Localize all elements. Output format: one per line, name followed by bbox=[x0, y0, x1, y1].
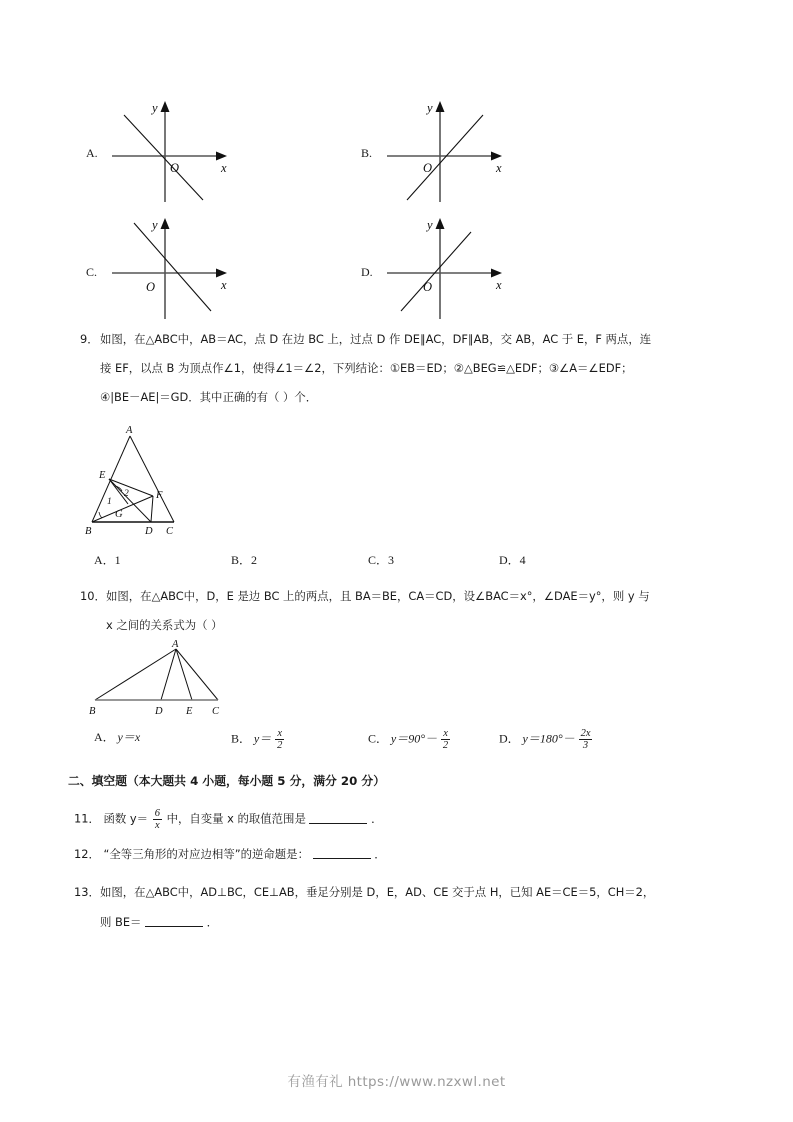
graph-b-y-label: y bbox=[427, 101, 433, 115]
q10-line-2: x 之间的关系式为（ ） bbox=[106, 618, 223, 632]
q9-label-D: D bbox=[145, 526, 153, 537]
q13-text-tail: ． bbox=[206, 915, 219, 929]
graph-option-label-c: C. bbox=[86, 265, 98, 279]
q10-choice-b-fraction bbox=[275, 728, 284, 752]
q10-label-A: A bbox=[172, 639, 179, 650]
q10-choice-c[interactable] bbox=[368, 728, 451, 752]
q9-label-F: F bbox=[156, 490, 163, 501]
graph-option-a bbox=[108, 98, 233, 206]
q10-choice-a[interactable] bbox=[94, 728, 140, 747]
q10-choice-d[interactable] bbox=[499, 728, 593, 752]
q11 bbox=[74, 808, 383, 832]
q10-choice-c-expr: y＝90°－ bbox=[390, 731, 438, 746]
q9-label-angle2: 2 bbox=[124, 489, 129, 499]
q10-choice-a-letter: A． bbox=[94, 730, 115, 744]
q11-answer-blank[interactable] bbox=[309, 812, 367, 824]
q13-text-pre: 则 BE＝ bbox=[100, 915, 142, 929]
q10-choice-c-denominator: 2 bbox=[442, 740, 449, 752]
graph-c-x-label: x bbox=[221, 278, 227, 292]
q11-text-pre: 函数 y＝ bbox=[103, 811, 149, 826]
q11-denominator: x bbox=[153, 819, 162, 831]
q10-choice-b[interactable] bbox=[231, 728, 285, 752]
q9-label-A: A bbox=[126, 425, 133, 436]
q11-numerator: 6 bbox=[154, 808, 160, 819]
q11-text-tail: ． bbox=[371, 811, 383, 826]
q10-choice-c-letter: C． bbox=[368, 731, 389, 746]
q9-line-1: 如图，在△ABC中，AB＝AC，点 D 在边 BC 上，过点 D 作 DE∥AC，DF∥AB，交 AB，AC 于 E，F 两点，连 bbox=[100, 332, 652, 346]
q9-label-G: G bbox=[115, 509, 123, 520]
q9-label-B: B bbox=[85, 526, 92, 537]
q11-fraction bbox=[153, 808, 162, 832]
q10-choice-c-fraction bbox=[441, 728, 450, 752]
q12-text-tail: ． bbox=[374, 847, 386, 861]
graph-b-origin-label: O bbox=[423, 161, 433, 175]
q10-choice-d-numerator: 2x bbox=[580, 728, 591, 739]
q10-choice-b-expr: y＝ bbox=[253, 731, 272, 746]
graph-c-y-label: y bbox=[152, 218, 158, 232]
q10-label-B: B bbox=[89, 706, 96, 717]
q9-number: 9． bbox=[80, 332, 99, 346]
graph-a-x-label: x bbox=[221, 161, 227, 175]
graph-a-origin-label: O bbox=[170, 161, 180, 175]
q10-choice-b-letter: B． bbox=[231, 731, 252, 746]
q9-line-3: ④|BE－AE|＝GD．其中正确的有（ ）个． bbox=[100, 390, 318, 404]
q12-answer-blank[interactable] bbox=[313, 847, 371, 859]
q10-choice-d-letter: D． bbox=[499, 731, 520, 746]
q9-label-angle1: 1 bbox=[107, 497, 112, 507]
graph-option-b bbox=[383, 98, 508, 206]
q10-number: 10． bbox=[80, 589, 106, 603]
graph-c-origin-label: O bbox=[146, 280, 156, 294]
q10-choice-c-numerator: x bbox=[443, 728, 448, 739]
q10-label-E: E bbox=[186, 706, 193, 717]
q9-label-E: E bbox=[99, 470, 106, 481]
q9-choice-b[interactable]: B．2 bbox=[231, 553, 258, 567]
q10-choice-a-expr: y＝x bbox=[117, 730, 141, 744]
q10-choice-d-denominator: 3 bbox=[579, 739, 593, 751]
q9-choice-a[interactable]: A．1 bbox=[94, 553, 121, 567]
graph-option-d bbox=[383, 215, 508, 323]
q13-number: 13． bbox=[74, 885, 100, 899]
q12 bbox=[74, 845, 386, 863]
graph-option-label-b: B. bbox=[361, 146, 373, 160]
q13-line-1: 如图，在△ABC中，AD⊥BC，CE⊥AB，垂足分别是 D，E，AD、CE 交于点 H，已知 AE＝CE＝5，CH＝2， bbox=[100, 885, 655, 899]
q10-figure bbox=[88, 640, 230, 718]
q10-choice-b-numerator: x bbox=[277, 728, 283, 739]
q10-choice-d-expr: y＝180°－ bbox=[522, 731, 575, 746]
q9-choice-d[interactable]: D．4 bbox=[499, 553, 526, 567]
q9-label-C: C bbox=[166, 526, 174, 537]
graph-b-x-label: x bbox=[496, 161, 502, 175]
q12-text-pre: “全等三角形的对应边相等”的逆命题是： bbox=[103, 847, 309, 861]
q9-choice-c[interactable]: C．3 bbox=[368, 553, 395, 567]
q10-label-D: D bbox=[155, 706, 163, 717]
graph-option-label-a: A. bbox=[86, 146, 98, 160]
graph-a-y-label: y bbox=[152, 101, 158, 115]
q12-number: 12． bbox=[74, 847, 100, 861]
q11-text-post: 中，自变量 x 的取值范围是 bbox=[166, 811, 306, 826]
q9-figure bbox=[82, 424, 188, 536]
q10-label-C: C bbox=[212, 706, 220, 717]
graph-d-y-label: y bbox=[427, 218, 433, 232]
q13-answer-blank[interactable] bbox=[145, 915, 203, 927]
q10-choice-d-fraction bbox=[579, 728, 593, 752]
footer-watermark: 有渔有礼 https://www.nzxwl.net bbox=[287, 1074, 506, 1090]
graph-option-label-d: D. bbox=[361, 265, 373, 279]
q13-line-2 bbox=[100, 913, 218, 931]
graph-d-x-label: x bbox=[496, 278, 502, 292]
graph-option-c bbox=[108, 215, 233, 323]
q10-choice-b-denominator: 2 bbox=[277, 740, 283, 752]
q11-number: 11． bbox=[74, 811, 100, 826]
graph-d-origin-label: O bbox=[423, 280, 433, 294]
section-2-heading: 二、填空题（本大题共 4 小题，每小题 5 分，满分 20 分） bbox=[68, 774, 386, 788]
q9-line-2: 接 EF，以点 B 为顶点作∠1，使得∠1＝∠2，下列结论：①EB＝ED；②△BEG≌△EDF；③∠A＝∠EDF； bbox=[100, 361, 633, 375]
q10-line-1: 如图，在△ABC中，D，E 是边 BC 上的两点，且 BA＝BE，CA＝CD，设∠BAC＝x°，∠DAE＝y°，则 y 与 bbox=[106, 589, 650, 603]
